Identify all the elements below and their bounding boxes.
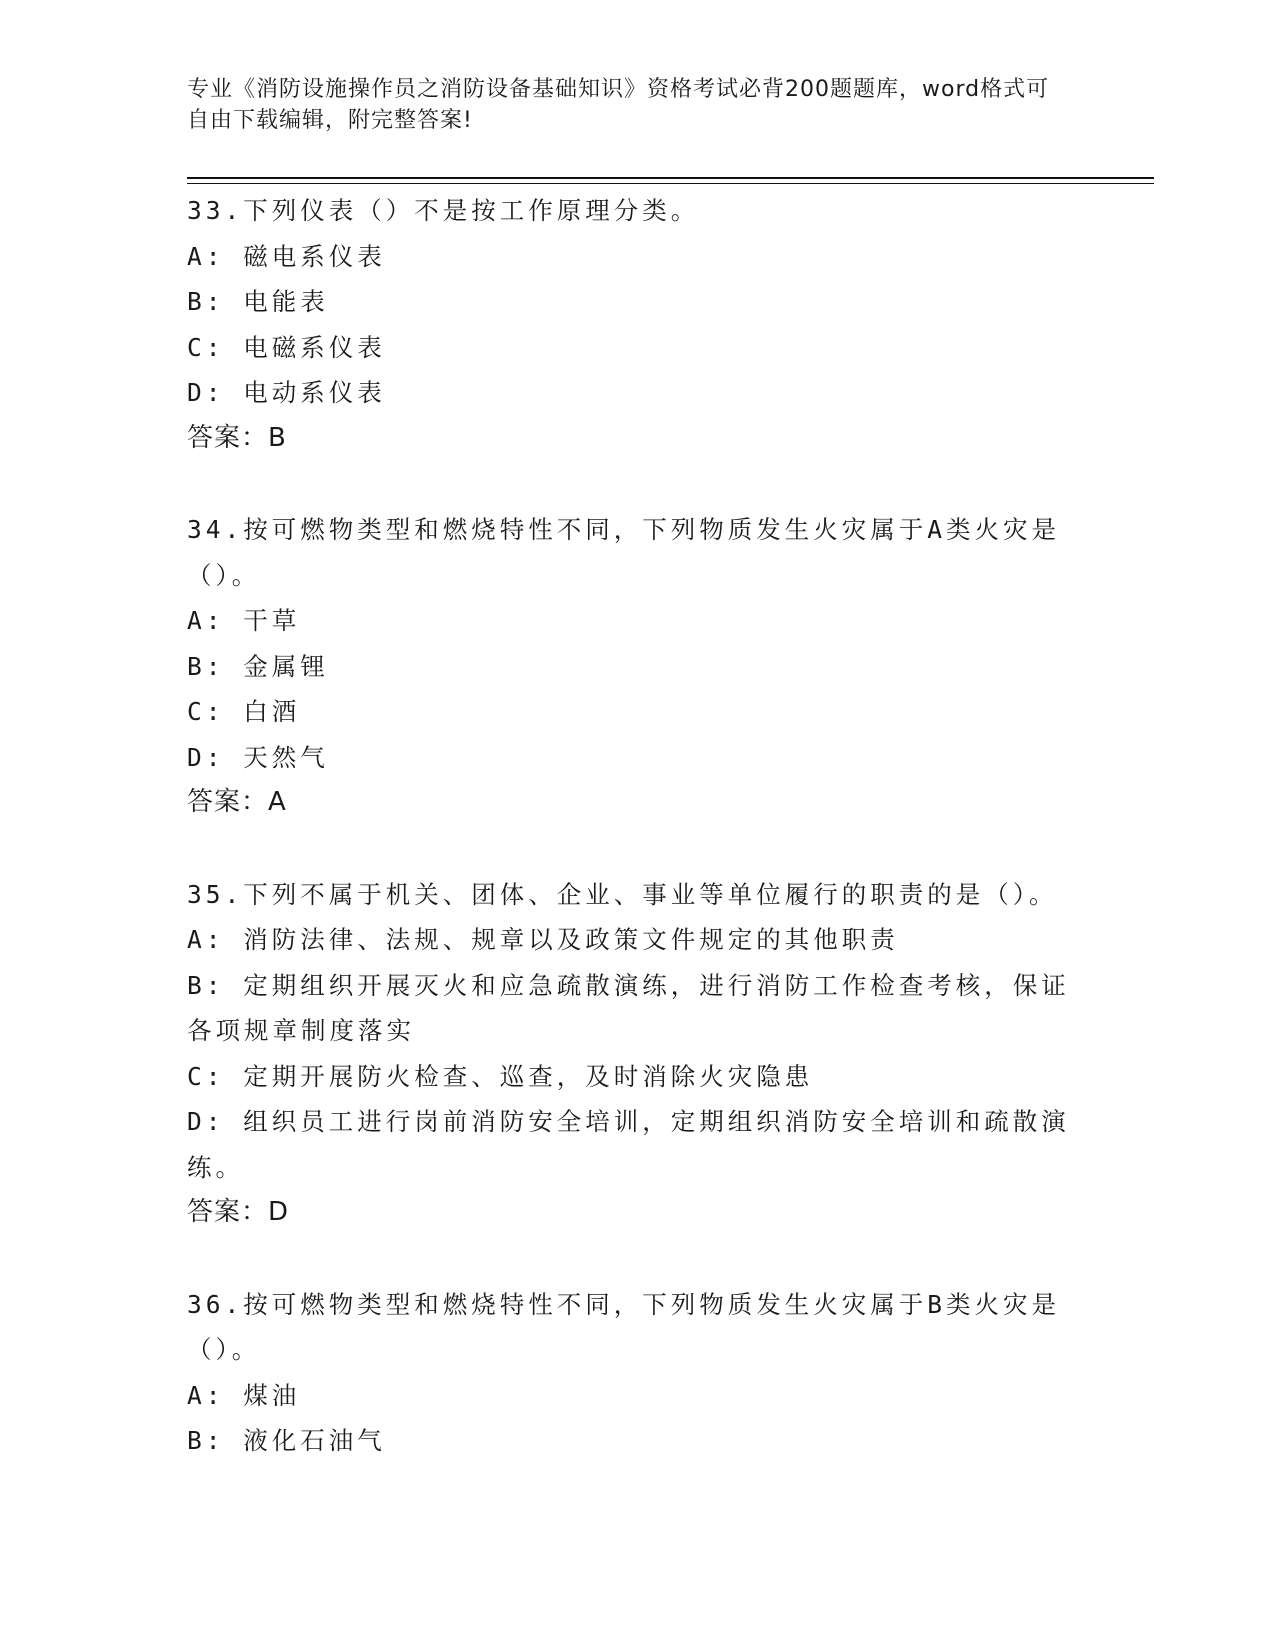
option-c: C: 定期开展防火检查、巡查，及时消除火灾隐患 (187, 1061, 814, 1091)
question-list (187, 188, 1077, 1510)
answer-label: 答案：D (187, 1197, 290, 1227)
option-a: A: 消防法律、法规、规章以及政策文件规定的其他职责 (187, 925, 899, 954)
question-33 (187, 188, 1077, 461)
answer-label: 答案：A (187, 787, 287, 817)
option-a: A: 煤油 (187, 1380, 301, 1410)
option-a: A: 干草 (187, 606, 301, 635)
option-b: B: 电能表 (187, 287, 329, 316)
question-stem: 34.按可燃物类型和燃烧特性不同，下列物质发生火灾属于A类火灾是（）。 (187, 515, 1060, 590)
header-divider-thin (187, 183, 1154, 184)
question-stem: 35.下列不属于机关、团体、企业、事业等单位履行的职责的是（）。 (187, 879, 1058, 909)
option-b: B: 液化石油气 (187, 1426, 386, 1455)
option-d: D: 组织员工进行岗前消防安全培训，定期组织消防安全培训和疏散演练。 (187, 1107, 1070, 1182)
option-b: B: 金属锂 (187, 651, 329, 681)
option-c: C: 电磁系仪表 (187, 332, 386, 362)
document-header-title: 专业《消防设施操作员之消防设备基础知识》资格考试必背200题题库，word格式可自由下载编辑，附完整答案! (187, 77, 1050, 133)
question-stem: 36.按可燃物类型和燃烧特性不同，下列物质发生火灾属于B类火灾是（）。 (187, 1289, 1060, 1364)
header-divider-thick (187, 177, 1154, 179)
question-36 (187, 1282, 1077, 1464)
option-a: A: 磁电系仪表 (187, 241, 386, 271)
option-b: B: 定期组织开展灭火和应急疏散演练，进行消防工作检查考核，保证各项规章制度落实 (187, 970, 1070, 1045)
question-35 (187, 872, 1077, 1236)
option-c: C: 白酒 (187, 697, 301, 726)
option-d: D: 电动系仪表 (187, 378, 386, 407)
answer-label: 答案：B (187, 422, 287, 453)
option-d: D: 天然气 (187, 742, 329, 772)
question-34 (187, 507, 1077, 826)
question-stem: 33.下列仪表（）不是按工作原理分类。 (187, 196, 700, 225)
